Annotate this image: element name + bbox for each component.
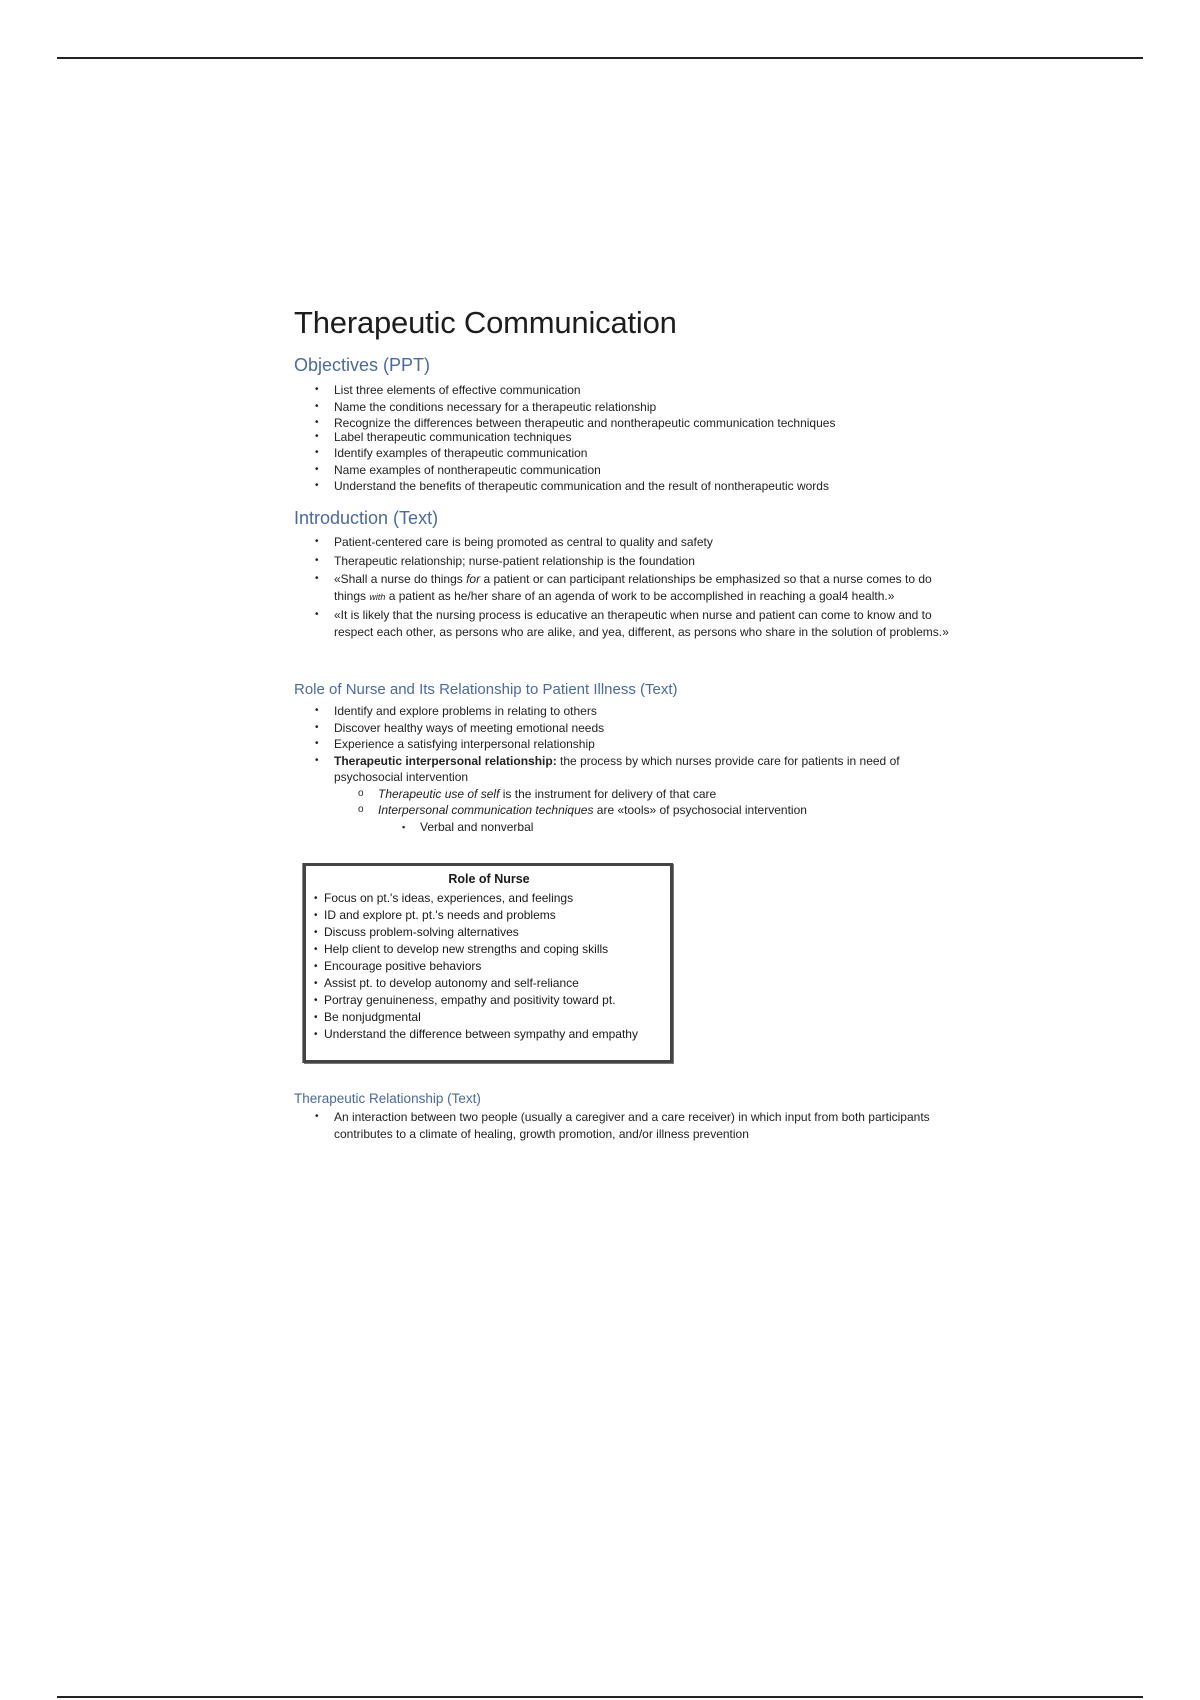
list-item: • An interaction between two people (usually a caregiver and a care receiver) in which input from both participants contributes to a climate of healing, growth promotion, and/or illness prevention — [294, 1109, 934, 1142]
quote-emphasis: for — [466, 572, 481, 586]
list-item: • Encourage positive behaviors — [314, 958, 664, 975]
quote-text: a patient as he/her share of an agenda of work to be accomplished in reaching a goal4 health.» — [385, 588, 895, 603]
sub-sublist — [378, 819, 954, 836]
definition-sublist — [334, 786, 954, 836]
list-item: • Discuss problem-solving alternatives — [314, 924, 664, 941]
list-item: • Assist pt. to develop autonomy and self-reliance — [314, 975, 664, 992]
objectives-heading: Objectives (PPT) — [294, 355, 431, 375]
role-box-list — [314, 890, 664, 1043]
role-list — [294, 703, 954, 835]
role-of-nurse-box — [303, 863, 673, 1063]
sub-text: are «tools» of psychosocial intervention — [593, 803, 807, 817]
list-item: • ID and explore pt. pt.'s needs and problems — [314, 907, 664, 924]
quote-emphasis: with — [369, 591, 386, 602]
document-title: Therapeutic Communication — [294, 305, 677, 340]
list-item: • Identify examples of therapeutic communication — [294, 445, 954, 462]
sub-term: Therapeutic use of self — [378, 786, 500, 801]
list-item: • Identify and explore problems in relating to others — [294, 703, 954, 720]
list-item: • List three elements of effective communication — [294, 382, 954, 399]
list-item: • Therapeutic relationship; nurse-patient relationship is the foundation — [294, 553, 954, 570]
role-box-title: Role of Nurse — [448, 872, 530, 886]
sub-item — [334, 786, 954, 803]
objectives-list — [294, 382, 954, 495]
relationship-list — [294, 1109, 934, 1142]
list-item: • Help client to develop new strengths and coping skills — [314, 941, 664, 958]
introduction-list — [294, 534, 954, 640]
list-item: • Understand the difference between sympathy and empathy — [314, 1026, 664, 1043]
list-item: • Name examples of nontherapeutic communication — [294, 462, 954, 479]
quote-item — [294, 571, 954, 605]
header-rule — [57, 57, 1143, 59]
list-item: • Be nonjudgmental — [314, 1009, 664, 1026]
list-item: • Name the conditions necessary for a therapeutic relationship — [294, 399, 954, 416]
list-item: • Portray genuineness, empathy and positivity toward pt. — [314, 992, 664, 1009]
quote-item: • «It is likely that the nursing process is educative an therapeutic when nurse and patient can come to know and to respect each other, as persons who are alike, and yea, different, as persons who share in the solution of problems.» — [294, 607, 954, 640]
role-heading: Role of Nurse and Its Relationship to Patient Illness (Text) — [294, 681, 678, 698]
list-item: • Experience a satisfying interpersonal relationship — [294, 736, 954, 753]
list-item: • Discover healthy ways of meeting emotional needs — [294, 720, 954, 737]
sub-item — [334, 802, 954, 835]
sub-term: Interpersonal communication techniques — [378, 803, 594, 817]
quote-text: «Shall a nurse do things — [334, 572, 467, 586]
introduction-heading: Introduction (Text) — [294, 508, 439, 528]
relationship-heading: Therapeutic Relationship (Text) — [294, 1091, 481, 1106]
document-page — [256, 255, 976, 1195]
definition-term: Therapeutic interpersonal relationship: — [334, 753, 557, 768]
list-item: • Patient-centered care is being promoted as central to quality and safety — [294, 534, 954, 551]
quote-text: a patient or can participant relationships be emphasized so that a nurse comes to do things — [334, 572, 932, 603]
footer-rule — [57, 1696, 1143, 1698]
sub-text: is the instrument for delivery of that care — [499, 786, 717, 801]
list-item: • Focus on pt.'s ideas, experiences, and feelings — [314, 890, 664, 907]
definition-item — [294, 753, 954, 836]
definition-text: the process by which nurses provide care for patients in need of psychosocial intervention — [334, 753, 900, 784]
list-item: • Label therapeutic communication techniques — [294, 429, 954, 446]
list-item: • Recognize the differences between therapeutic and nontherapeutic communication techniques — [294, 415, 954, 432]
sub-sub-item: ▪ Verbal and nonverbal — [378, 819, 954, 836]
list-item: • Understand the benefits of therapeutic communication and the result of nontherapeutic words — [294, 478, 954, 495]
